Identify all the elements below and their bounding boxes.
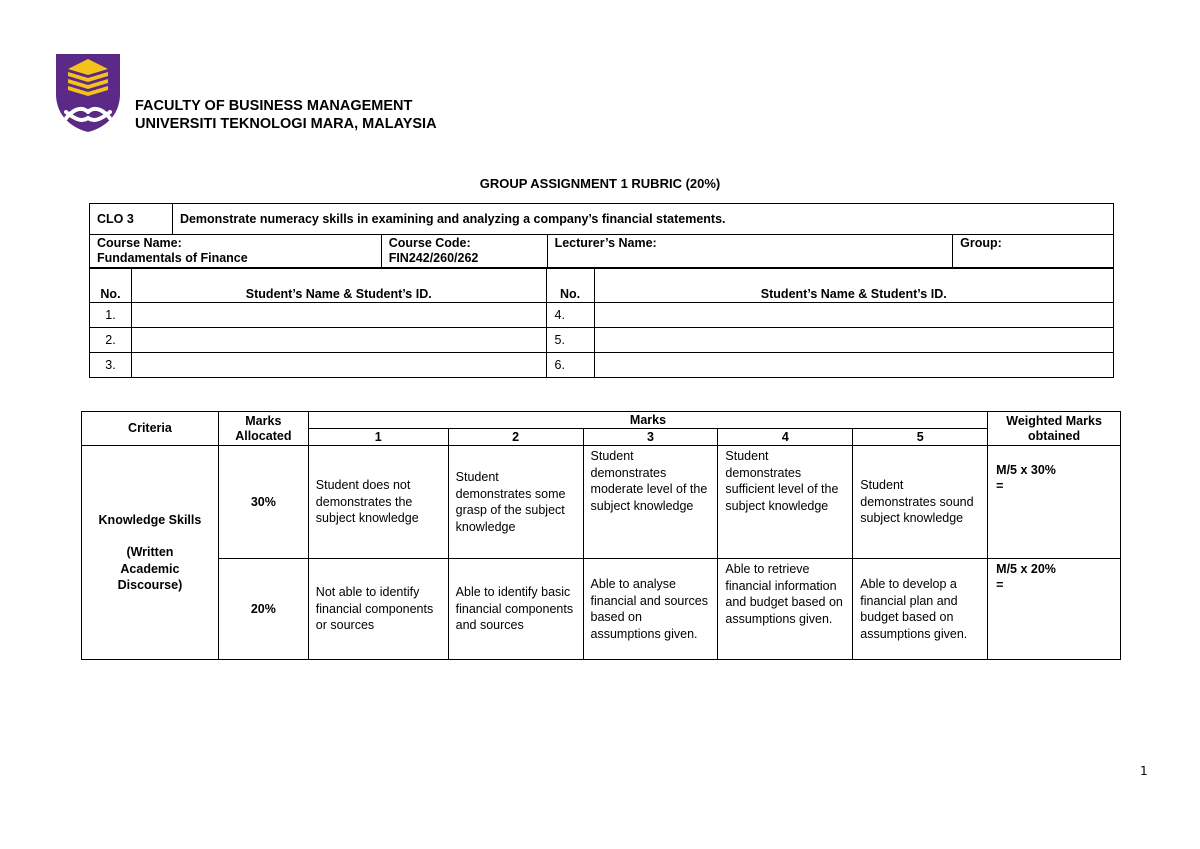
clo-code: CLO 3 xyxy=(90,204,173,235)
student-number: 6. xyxy=(546,353,594,378)
course-name-cell xyxy=(90,235,382,269)
criteria-header: Criteria xyxy=(82,412,219,446)
no-header-right: No. xyxy=(546,268,594,303)
level-descriptor: Able to analyse financial and sources based on assumptions given. xyxy=(583,559,718,660)
weighted-equals: = xyxy=(996,479,1004,493)
institution-header xyxy=(135,97,437,133)
level-descriptor: Student demonstrates sound subject knowledge xyxy=(853,446,988,559)
weighted-formula: M/5 x 30% xyxy=(996,463,1056,477)
no-header-left: No. xyxy=(90,268,132,303)
marks-allocated-value: 30% xyxy=(218,446,308,559)
level-header: 4 xyxy=(718,429,853,446)
student-name-header-left: Student’s Name & Student’s ID. xyxy=(131,268,546,303)
level-descriptor: Not able to identify financial components or sources xyxy=(308,559,448,660)
level-header: 2 xyxy=(448,429,583,446)
level-descriptor: Student demonstrates some grasp of the subject knowledge xyxy=(448,446,583,559)
course-code-cell xyxy=(381,235,547,269)
course-code-label: Course Code: xyxy=(388,236,471,250)
criterion-name: Knowledge Skills xyxy=(98,512,202,527)
weighted-formula: M/5 x 20% xyxy=(996,562,1056,576)
course-name-value: Fundamentals of Finance xyxy=(97,251,248,265)
student-name-header-right: Student’s Name & Student’s ID. xyxy=(594,268,1113,303)
clo-description: Demonstrate numeracy skills in examining and analyzing a company’s financial statements. xyxy=(172,204,1113,235)
level-header: 1 xyxy=(308,429,448,446)
student-number: 5. xyxy=(546,328,594,353)
lecturer-cell[interactable] xyxy=(547,235,953,269)
criterion-subtitle: (Written Academic Discourse) xyxy=(117,545,183,592)
marks-allocated-value: 20% xyxy=(218,559,308,660)
clo-course-table xyxy=(89,203,1114,269)
student-number: 1. xyxy=(90,303,132,328)
student-number: 2. xyxy=(90,328,132,353)
document-title: GROUP ASSIGNMENT 1 RUBRIC (20%) xyxy=(479,176,721,191)
level-header: 3 xyxy=(583,429,718,446)
faculty-name: FACULTY OF BUSINESS MANAGEMENT xyxy=(135,98,413,114)
student-name-input[interactable] xyxy=(594,303,1113,328)
student-number: 3. xyxy=(90,353,132,378)
weighted-equals: = xyxy=(996,578,1004,592)
student-name-input[interactable] xyxy=(594,328,1113,353)
student-number: 4. xyxy=(546,303,594,328)
level-header: 5 xyxy=(853,429,988,446)
marks-allocated-header: Marks Allocated xyxy=(218,412,308,446)
student-name-input[interactable] xyxy=(131,303,546,328)
lecturer-label: Lecturer’s Name: xyxy=(554,236,657,250)
marks-header: Marks xyxy=(308,412,987,429)
level-descriptor: Able to retrieve financial information and budget based on assumptions given. xyxy=(718,559,853,660)
level-descriptor: Able to develop a financial plan and budget based on assumptions given. xyxy=(853,559,988,660)
weighted-marks-cell[interactable] xyxy=(988,559,1121,660)
weighted-marks-cell[interactable] xyxy=(988,446,1121,559)
course-name-label: Course Name: xyxy=(97,236,182,250)
level-descriptor: Student demonstrates moderate level of the subject knowledge xyxy=(583,446,718,559)
student-name-input[interactable] xyxy=(594,353,1113,378)
level-descriptor: Student does not demonstrates the subject knowledge xyxy=(308,446,448,559)
level-descriptor: Student demonstrates sufficient level of the subject knowledge xyxy=(718,446,853,559)
criterion-cell xyxy=(82,446,219,660)
uitm-logo xyxy=(52,50,124,134)
students-table xyxy=(89,267,1114,378)
course-code-value: FIN242/260/262 xyxy=(388,251,479,265)
group-label: Group: xyxy=(960,236,1002,250)
university-name: UNIVERSITI TEKNOLOGI MARA, MALAYSIA xyxy=(135,116,437,132)
student-name-input[interactable] xyxy=(131,328,546,353)
group-cell[interactable] xyxy=(953,235,1114,269)
page-number: 1 xyxy=(1140,764,1148,778)
student-name-input[interactable] xyxy=(131,353,546,378)
rubric-table xyxy=(81,411,1121,660)
level-descriptor: Able to identify basic financial components and sources xyxy=(448,559,583,660)
weighted-marks-header: Weighted Marks obtained xyxy=(988,412,1121,446)
